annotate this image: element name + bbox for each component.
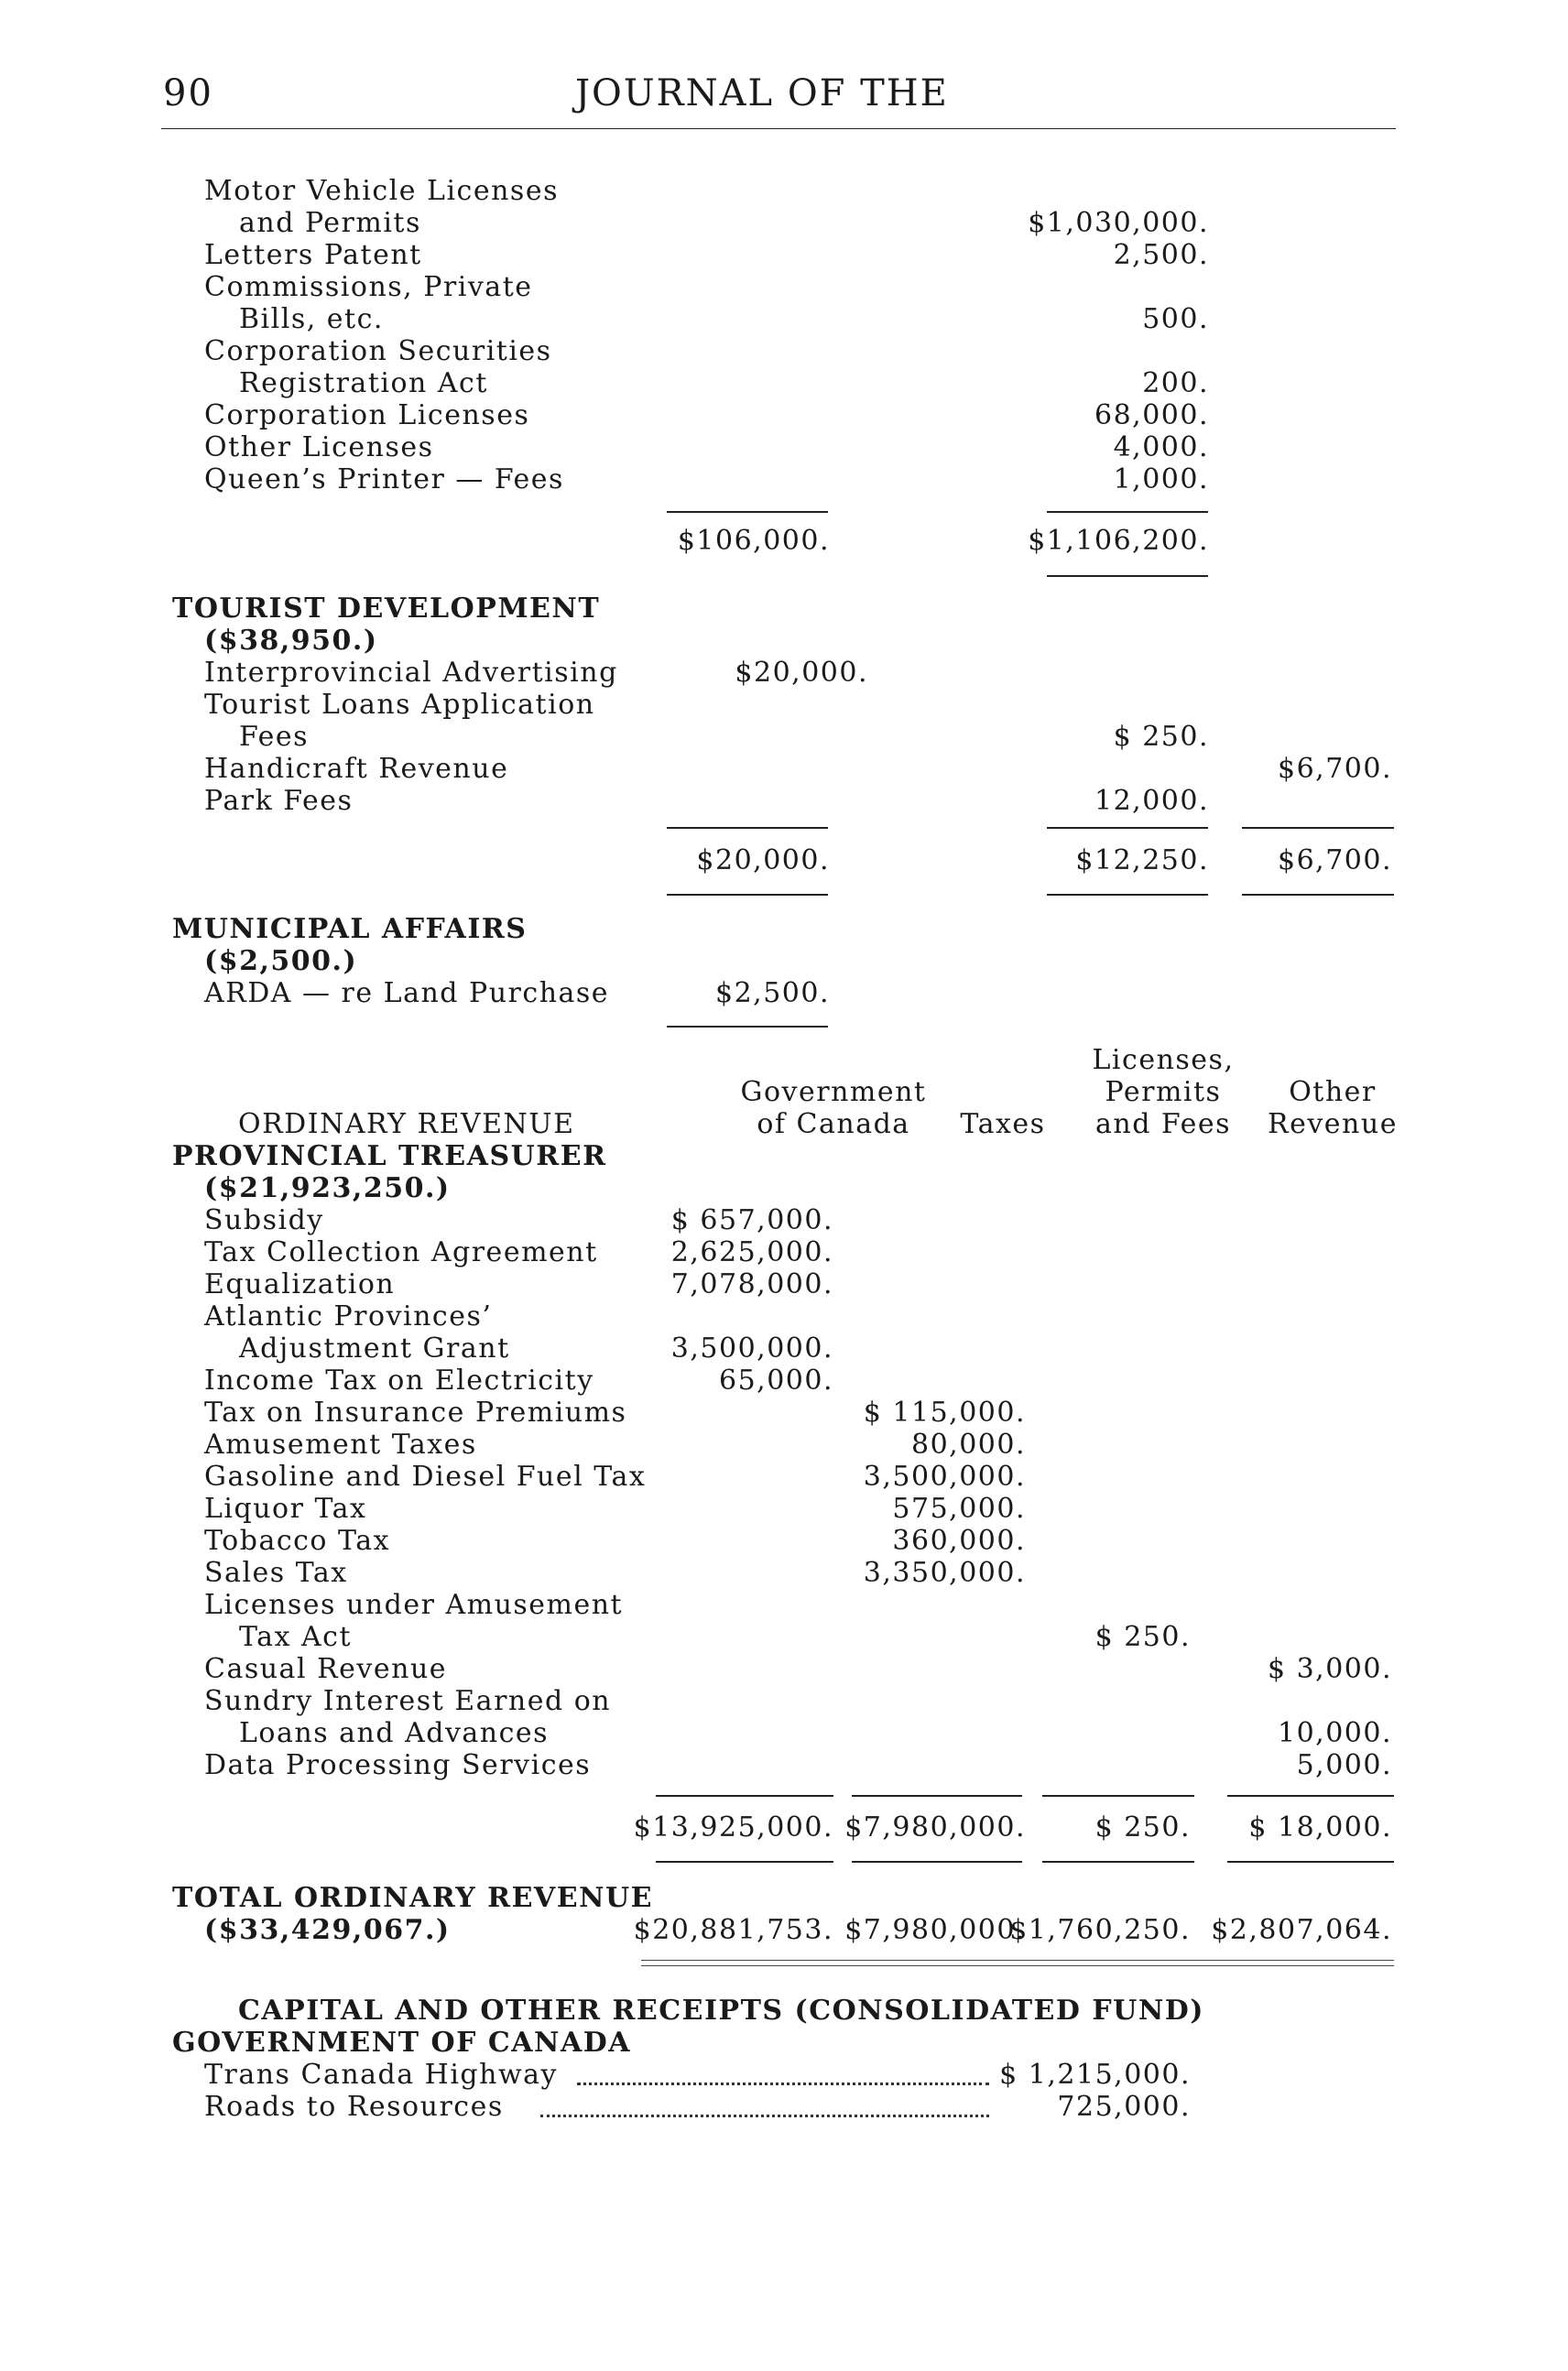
total-rule (656, 1861, 833, 1863)
column-header-taxes: Taxes (960, 1108, 1046, 1140)
grand-total-rule (641, 1960, 1394, 1961)
amount-taxes: 575,000. (892, 1493, 1026, 1525)
column-header-other: Other (1289, 1076, 1377, 1108)
amount-other: $ 3,000. (1267, 1653, 1392, 1685)
amount-taxes: 360,000. (892, 1525, 1026, 1557)
amount-licenses: 12,000. (1094, 785, 1209, 817)
amount-taxes: 80,000. (910, 1429, 1026, 1461)
section-title: TOURIST DEVELOPMENT (172, 593, 601, 625)
subtotal-rule (1047, 511, 1208, 513)
amount-government: $20,000. (735, 657, 868, 689)
total-licenses: $ 250. (1094, 1811, 1191, 1844)
row-label: Adjustment Grant (239, 1332, 510, 1365)
section-title: CAPITAL AND OTHER RECEIPTS (CONSOLIDATED FUND) (238, 1995, 1204, 2027)
total-rule (1047, 575, 1208, 577)
amount-capital: $ 1,215,000. (999, 2059, 1191, 2091)
row-label: Registration Act (239, 367, 488, 399)
subtotal-rule (852, 1795, 1022, 1797)
amount-taxes: $ 115,000. (863, 1397, 1026, 1429)
row-label: Fees (239, 721, 310, 753)
grand-total-other: $2,807,064. (1211, 1914, 1392, 1946)
amount-licenses: $ 250. (1113, 721, 1209, 753)
column-header-government: of Canada (757, 1108, 910, 1140)
amount-government: 2,625,000. (670, 1236, 833, 1268)
amount-other: $6,700. (1277, 753, 1392, 785)
total-rule (852, 1861, 1022, 1863)
row-label: Park Fees (204, 785, 354, 817)
total-rule (1047, 894, 1208, 896)
row-label: Queen’s Printer — Fees (204, 463, 564, 495)
amount-other: 10,000. (1277, 1717, 1392, 1749)
section-amount: ($21,923,250.) (204, 1172, 451, 1204)
grand-total-rule (641, 1965, 1394, 1966)
column-header-other: Revenue (1268, 1108, 1398, 1140)
amount-government: 7,078,000. (670, 1268, 833, 1300)
total-licenses: $1,106,200. (1028, 525, 1209, 557)
row-label: Sundry Interest Earned on (204, 1685, 612, 1717)
section-subtitle: GOVERNMENT OF CANADA (172, 2027, 632, 2059)
dot-leader (577, 2083, 989, 2085)
amount-licenses: $ 250. (1094, 1621, 1191, 1653)
row-label: Tax Act (239, 1621, 353, 1653)
amount-licenses: 4,000. (1113, 431, 1209, 463)
row-label: Interprovincial Advertising (204, 657, 618, 689)
subtotal-rule (1042, 1795, 1194, 1797)
row-label: Tax on Insurance Premiums (204, 1397, 627, 1429)
amount-taxes: 3,350,000. (863, 1557, 1026, 1589)
row-label: Liquor Tax (204, 1493, 367, 1525)
amount-government: $ 657,000. (670, 1204, 833, 1236)
page-number: 90 (163, 72, 213, 114)
amount-licenses: 2,500. (1113, 239, 1209, 271)
total-rule (1042, 1861, 1194, 1863)
amount-licenses: 200. (1142, 367, 1209, 399)
row-label: Casual Revenue (204, 1653, 448, 1685)
subtotal-rule (656, 1795, 833, 1797)
row-label: Atlantic Provinces’ (204, 1300, 493, 1332)
total-licenses: $12,250. (1075, 844, 1209, 876)
row-label: Corporation Licenses (204, 399, 530, 431)
row-label: Income Tax on Electricity (204, 1365, 594, 1397)
row-label: Gasoline and Diesel Fuel Tax (204, 1461, 647, 1493)
amount-capital: 725,000. (1057, 2091, 1191, 2123)
amount-government: 3,500,000. (670, 1332, 833, 1365)
column-header-government: Government (740, 1076, 927, 1108)
subtotal-rule (667, 827, 828, 829)
row-label: Tobacco Tax (204, 1525, 391, 1557)
column-header-licenses: Permits (1105, 1076, 1222, 1108)
row-label: ARDA — re Land Purchase (204, 977, 610, 1009)
total-other: $ 18,000. (1248, 1811, 1392, 1844)
subtotal-rule (1047, 827, 1208, 829)
row-label: Data Processing Services (204, 1749, 592, 1781)
total-other: $6,700. (1277, 844, 1392, 876)
amount-licenses: $1,030,000. (1028, 207, 1209, 239)
row-label: Handicraft Revenue (204, 753, 509, 785)
column-header-licenses: and Fees (1094, 1108, 1232, 1140)
total-rule (1227, 1861, 1394, 1863)
subtotal-rule (1242, 827, 1394, 829)
amount-taxes: 3,500,000. (863, 1461, 1026, 1493)
amount-government: $2,500. (714, 977, 830, 1009)
section-heading: ORDINARY REVENUE (238, 1108, 575, 1140)
row-label: Amusement Taxes (204, 1429, 477, 1461)
amount-licenses: 1,000. (1113, 463, 1209, 495)
header-rule (161, 128, 1396, 129)
subtotal-rule (1227, 1795, 1394, 1797)
row-label: Letters Patent (204, 239, 422, 271)
total-rule (667, 1026, 828, 1028)
section-title: PROVINCIAL TREASURER (172, 1140, 607, 1172)
row-label: Motor Vehicle Licenses (204, 175, 559, 207)
row-label: Equalization (204, 1268, 396, 1300)
row-label: Tourist Loans Application (204, 689, 595, 721)
section-amount: ($38,950.) (204, 625, 378, 657)
dot-leader (540, 2115, 989, 2117)
row-label: Subsidy (204, 1204, 324, 1236)
total-government: $106,000. (677, 525, 830, 557)
row-label: Loans and Advances (239, 1717, 550, 1749)
section-title: TOTAL ORDINARY REVENUE (172, 1882, 654, 1914)
row-label: Corporation Securities (204, 335, 552, 367)
amount-other: 5,000. (1296, 1749, 1392, 1781)
total-rule (1242, 894, 1394, 896)
section-title: MUNICIPAL AFFAIRS (172, 913, 528, 945)
section-amount: ($33,429,067.) (204, 1914, 451, 1946)
row-label: Licenses under Amusement (204, 1589, 624, 1621)
amount-government: 65,000. (718, 1365, 833, 1397)
grand-total-taxes: $7,980,000. (844, 1914, 1026, 1946)
grand-total-government: $20,881,753. (633, 1914, 833, 1946)
total-rule (667, 894, 828, 896)
amount-licenses: 68,000. (1094, 399, 1209, 431)
row-label: and Permits (239, 207, 421, 239)
row-label: Sales Tax (204, 1557, 348, 1589)
total-government: $20,000. (696, 844, 830, 876)
amount-licenses: 500. (1142, 303, 1209, 335)
row-label: Tax Collection Agreement (204, 1236, 598, 1268)
column-header-licenses: Licenses, (1092, 1044, 1235, 1076)
total-government: $13,925,000. (633, 1811, 833, 1844)
row-label: Roads to Resources (204, 2091, 504, 2123)
row-label: Bills, etc. (239, 303, 384, 335)
running-title: JOURNAL OF THE (575, 72, 949, 114)
subtotal-rule (667, 511, 828, 513)
section-amount: ($2,500.) (204, 945, 358, 977)
grand-total-licenses: $1,760,250. (1009, 1914, 1191, 1946)
row-label: Commissions, Private (204, 271, 533, 303)
row-label: Other Licenses (204, 431, 434, 463)
total-taxes: $7,980,000. (844, 1811, 1026, 1844)
row-label: Trans Canada Highway (204, 2059, 558, 2091)
